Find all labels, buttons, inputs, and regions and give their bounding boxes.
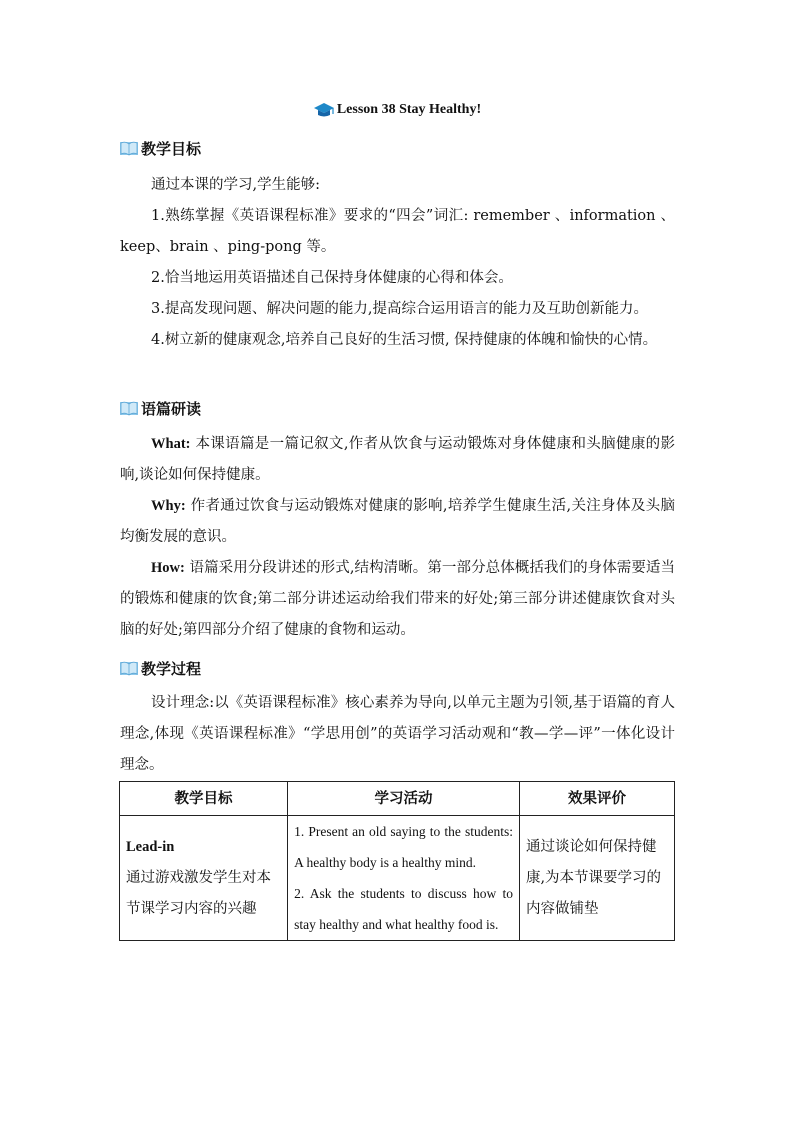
how-text: 语篇采用分段讲述的形式,结构清晰。第一部分总体概括我们的身体需要适当的锻炼和健康的饮食;第二部分讲述运动给我们带来的好处;第三部分讲述健康饮食对头脑的好处;第四部分介绍了健康的食物和运动。 (120, 560, 676, 638)
section-heading-analysis (119, 397, 201, 419)
section-heading-text: 语篇研读 (141, 399, 202, 418)
lesson-title (0, 101, 794, 119)
cell-goal (120, 816, 288, 941)
book-icon (119, 658, 139, 678)
table-row (120, 816, 675, 941)
header-evaluation: 效果评价 (519, 782, 674, 816)
lesson-title-text: Lesson 38 Stay Healthy! (336, 102, 482, 117)
goals-item-2: 2.恰当地运用英语描述自己保持身体健康的心得和体会。 (151, 270, 513, 286)
goals-item-4: 4.树立新的健康观念,培养自己良好的生活习惯, 保持健康的体魄和愉快的心情。 (151, 332, 658, 348)
goals-item-3: 3.提高发现问题、解决问题的能力,提高综合运用语言的能力及互助创新能力。 (151, 301, 648, 317)
book-icon (119, 398, 139, 418)
activity-2: 2. Ask the students to discuss how to stay healthy and what healthy food is. (294, 886, 513, 932)
why-text: 作者通过饮食与运动锻炼对健康的影响,培养学生健康生活,关注身体及头脑均衡发展的意识。 (120, 498, 676, 545)
how-label: How: (151, 560, 185, 576)
table-header-row (120, 782, 675, 816)
analysis-how (120, 553, 675, 646)
cell-activity (288, 816, 520, 941)
stage-label: Lead-in (126, 838, 175, 855)
goals-item-1: 1.熟练掌握《英语课程标准》要求的“四会”词汇: remember 、information 、keep、brain 、ping-pong 等。 (120, 208, 675, 255)
section-heading-text: 教学目标 (141, 139, 202, 158)
cell-evaluation: 通过谈论如何保持健康,为本节课要学习的内容做铺垫 (519, 816, 674, 941)
graduation-cap-icon (313, 101, 335, 119)
section-heading-process (119, 657, 201, 679)
section-heading-text: 教学过程 (141, 659, 202, 678)
book-icon (119, 138, 139, 158)
goals-intro: 通过本课的学习,学生能够: (151, 177, 320, 193)
design-philosophy: 设计理念:以《英语课程标准》核心素养为导向,以单元主题为引领,基于语篇的育人理念,体现《英语课程标准》“学思用创”的英语学习活动观和“教—学—评”一体化设计理念。 (120, 695, 675, 773)
section-heading-goals (119, 137, 201, 159)
what-label: What: (151, 436, 191, 452)
analysis-what (120, 429, 675, 491)
what-text: 本课语篇是一篇记叙文,作者从饮食与运动锻炼对身体健康和头脑健康的影响,谈论如何保持健康。 (120, 436, 675, 483)
header-goal: 教学目标 (120, 782, 288, 816)
lesson-plan-table (119, 781, 675, 941)
why-label: Why: (151, 498, 186, 514)
activity-1: 1. Present an old saying to the students: A healthy body is a healthy mind. (294, 824, 513, 870)
goal-text: 通过游戏激发学生对本节课学习内容的兴趣 (126, 869, 271, 917)
header-activity: 学习活动 (288, 782, 520, 816)
analysis-why (120, 491, 675, 553)
